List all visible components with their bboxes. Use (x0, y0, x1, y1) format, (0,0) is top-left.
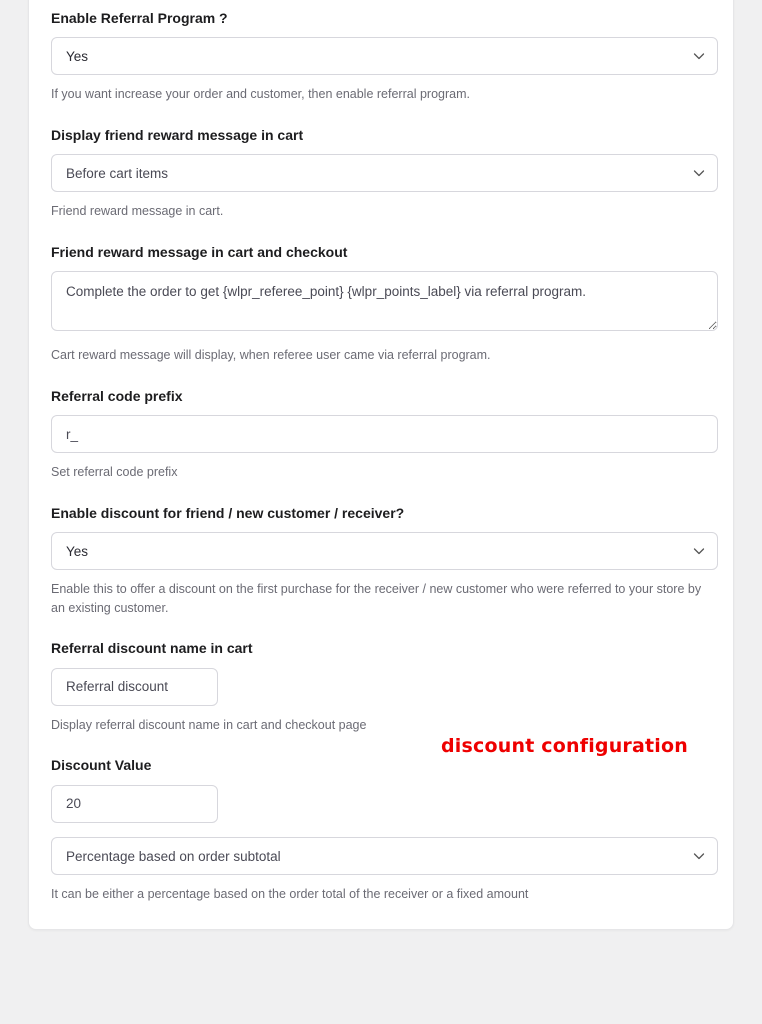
field-referral-code-prefix (51, 387, 711, 482)
label-display-friend-reward-message: Display friend reward message in cart (51, 126, 304, 143)
select-enable-referral-program[interactable] (51, 37, 718, 75)
input-referral-discount-name[interactable] (51, 668, 218, 706)
help-display-friend-reward-message: Friend reward message in cart. (51, 204, 224, 219)
label-friend-reward-message: Friend reward message in cart and checkout (51, 243, 348, 260)
referral-settings-panel (28, 0, 734, 930)
label-enable-discount-for-friend: Enable discount for friend / new customer / receiver? (51, 504, 405, 521)
help-discount-type: It can be either a percentage based on the order total of the receiver or a fixed amount (51, 886, 529, 901)
label-referral-discount-name: Referral discount name in cart (51, 640, 253, 657)
label-enable-referral-program: Enable Referral Program ? (51, 10, 228, 26)
input-referral-code-prefix[interactable] (51, 415, 718, 453)
select-wrap-enable-discount-for-friend (51, 532, 718, 570)
field-enable-referral-program (51, 9, 711, 104)
select-wrap-discount-type (51, 837, 718, 875)
field-discount-value (51, 756, 711, 822)
field-friend-reward-message (51, 243, 711, 365)
field-display-friend-reward-message (51, 126, 711, 221)
label-discount-value: Discount Value (51, 757, 152, 774)
field-discount-type (51, 837, 711, 904)
help-referral-code-prefix: Set referral code prefix (51, 465, 178, 479)
help-referral-discount-name: Display referral discount name in cart and checkout page (51, 717, 367, 732)
help-enable-discount-for-friend: Enable this to offer a discount on the first purchase for the receiver / new customer who were referred to your store by an existing customer. (51, 581, 702, 615)
label-referral-code-prefix: Referral code prefix (51, 387, 183, 404)
textarea-friend-reward-message[interactable] (51, 271, 718, 331)
select-wrap-display-friend-reward-message (51, 154, 718, 192)
help-friend-reward-message: Cart reward message will display, when referee user came via referral program. (51, 348, 491, 363)
select-enable-discount-for-friend[interactable] (51, 532, 718, 570)
select-discount-type[interactable] (51, 837, 718, 875)
input-discount-value[interactable] (51, 785, 218, 823)
annotation-discount-configuration: discount configuration (441, 735, 689, 757)
select-wrap-enable-referral-program (51, 37, 718, 75)
help-enable-referral-program: If you want increase your order and customer, then enable referral program. (51, 87, 470, 102)
field-enable-discount-for-friend (51, 504, 711, 618)
select-display-friend-reward-message[interactable] (51, 154, 718, 192)
field-referral-discount-name (51, 639, 711, 734)
